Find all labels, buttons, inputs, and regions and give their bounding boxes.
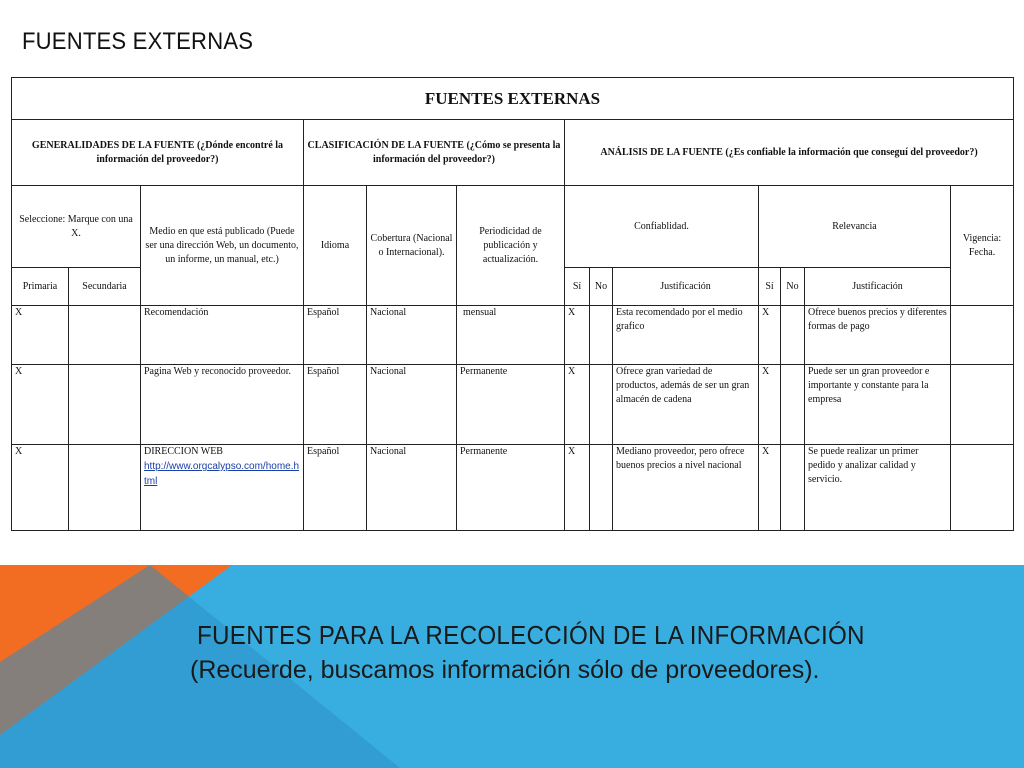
- cell-cobertura: Nacional: [367, 365, 457, 445]
- cell-medio: [141, 445, 304, 531]
- header-cobertura: Cobertura (Nacional o Internacional).: [367, 186, 457, 306]
- header-conf-justificacion: Justificación: [613, 268, 759, 306]
- cell-rel-justificacion: Puede ser un gran proveedor e importante y constante para la empresa: [805, 365, 951, 445]
- cell-idioma: Español: [304, 306, 367, 365]
- group-clasificacion: CLASIFICACIÓN DE LA FUENTE (¿Cómo se presenta la información del proveedor?): [304, 120, 565, 186]
- group-analisis: ANÁLISIS DE LA FUENTE (¿Es confiable la información que conseguí del proveedor?): [565, 120, 1014, 186]
- table-row: [12, 306, 1014, 365]
- cell-medio: [141, 365, 304, 445]
- cell-rel-justificacion: Se puede realizar un primer pedido y analizar calidad y servicio.: [805, 445, 951, 531]
- cell-medio: [141, 306, 304, 365]
- table-row: [12, 445, 1014, 531]
- cell-secundaria: [69, 445, 141, 531]
- header-medio: Medio en que está publicado (Puede ser una dirección Web, un documento, un informe, un manual, etc.): [141, 186, 304, 306]
- source-link[interactable]: http://www.orgcalypso.com/home.html: [144, 461, 300, 487]
- cell-periodicidad: Permanente: [457, 365, 565, 445]
- header-conf-si: Sí: [565, 268, 590, 306]
- cell-conf-justificacion: Esta recomendado por el medio grafico: [613, 306, 759, 365]
- header-rel-si: Sí: [759, 268, 781, 306]
- cell-conf-si: X: [565, 445, 590, 531]
- header-rel-justificacion: Justificación: [805, 268, 951, 306]
- header-relevancia: Relevancia: [759, 186, 951, 268]
- table-title: FUENTES EXTERNAS: [12, 78, 1014, 120]
- cell-cobertura: Nacional: [367, 445, 457, 531]
- header-confiabilidad: Confiablidad.: [565, 186, 759, 268]
- cell-primaria: X: [12, 306, 69, 365]
- cell-vigencia: [951, 445, 1014, 531]
- cell-rel-justificacion: Ofrece buenos precios y diferentes formas de pago: [805, 306, 951, 365]
- cell-rel-si: X: [759, 445, 781, 531]
- cell-vigencia: [951, 365, 1014, 445]
- banner-title: FUENTES PARA LA RECOLECCIÓN DE LA INFORMACIÓN: [197, 620, 865, 650]
- header-primaria: Primaria: [12, 268, 69, 306]
- table-row: [12, 365, 1014, 445]
- header-periodicidad: Periodicidad de publicación y actualización.: [457, 186, 565, 306]
- cell-primaria: X: [12, 445, 69, 531]
- header-secundaria: Secundaria: [69, 268, 141, 306]
- header-conf-no: No: [590, 268, 613, 306]
- cell-secundaria: [69, 306, 141, 365]
- cell-conf-justificacion: Mediano proveedor, pero ofrece buenos precios a nivel nacional: [613, 445, 759, 531]
- header-vigencia: Vigencia: Fecha.: [951, 186, 1014, 306]
- cell-rel-si: X: [759, 365, 781, 445]
- cell-cobertura: Nacional: [367, 306, 457, 365]
- medio-text: Recomendación: [144, 307, 209, 318]
- cell-vigencia: [951, 306, 1014, 365]
- cell-idioma: Español: [304, 445, 367, 531]
- medio-text: Pagina Web y reconocido proveedor.: [144, 366, 292, 377]
- external-sources-table: [11, 77, 1014, 531]
- cell-rel-no: [781, 445, 805, 531]
- page-title: FUENTES EXTERNAS: [22, 28, 254, 55]
- cell-conf-no: [590, 365, 613, 445]
- header-seleccione: Seleccione: Marque con una X.: [12, 186, 141, 268]
- cell-periodicidad: mensual: [457, 306, 565, 365]
- banner-subtitle: (Recuerde, buscamos información sólo de proveedores).: [190, 656, 820, 684]
- header-rel-no: No: [781, 268, 805, 306]
- cell-conf-si: X: [565, 306, 590, 365]
- header-idioma: Idioma: [304, 186, 367, 306]
- cell-rel-no: [781, 306, 805, 365]
- cell-secundaria: [69, 365, 141, 445]
- cell-rel-no: [781, 365, 805, 445]
- cell-idioma: Español: [304, 365, 367, 445]
- cell-conf-no: [590, 306, 613, 365]
- group-generalidades: GENERALIDADES DE LA FUENTE (¿Dónde encontré la información del proveedor?): [12, 120, 304, 186]
- cell-rel-si: X: [759, 306, 781, 365]
- cell-primaria: X: [12, 365, 69, 445]
- cell-conf-si: X: [565, 365, 590, 445]
- cell-conf-justificacion: Ofrece gran variedad de productos, además de ser un gran almacén de cadena: [613, 365, 759, 445]
- cell-conf-no: [590, 445, 613, 531]
- cell-periodicidad: Permanente: [457, 445, 565, 531]
- medio-text: DIRECCION WEB: [144, 446, 223, 457]
